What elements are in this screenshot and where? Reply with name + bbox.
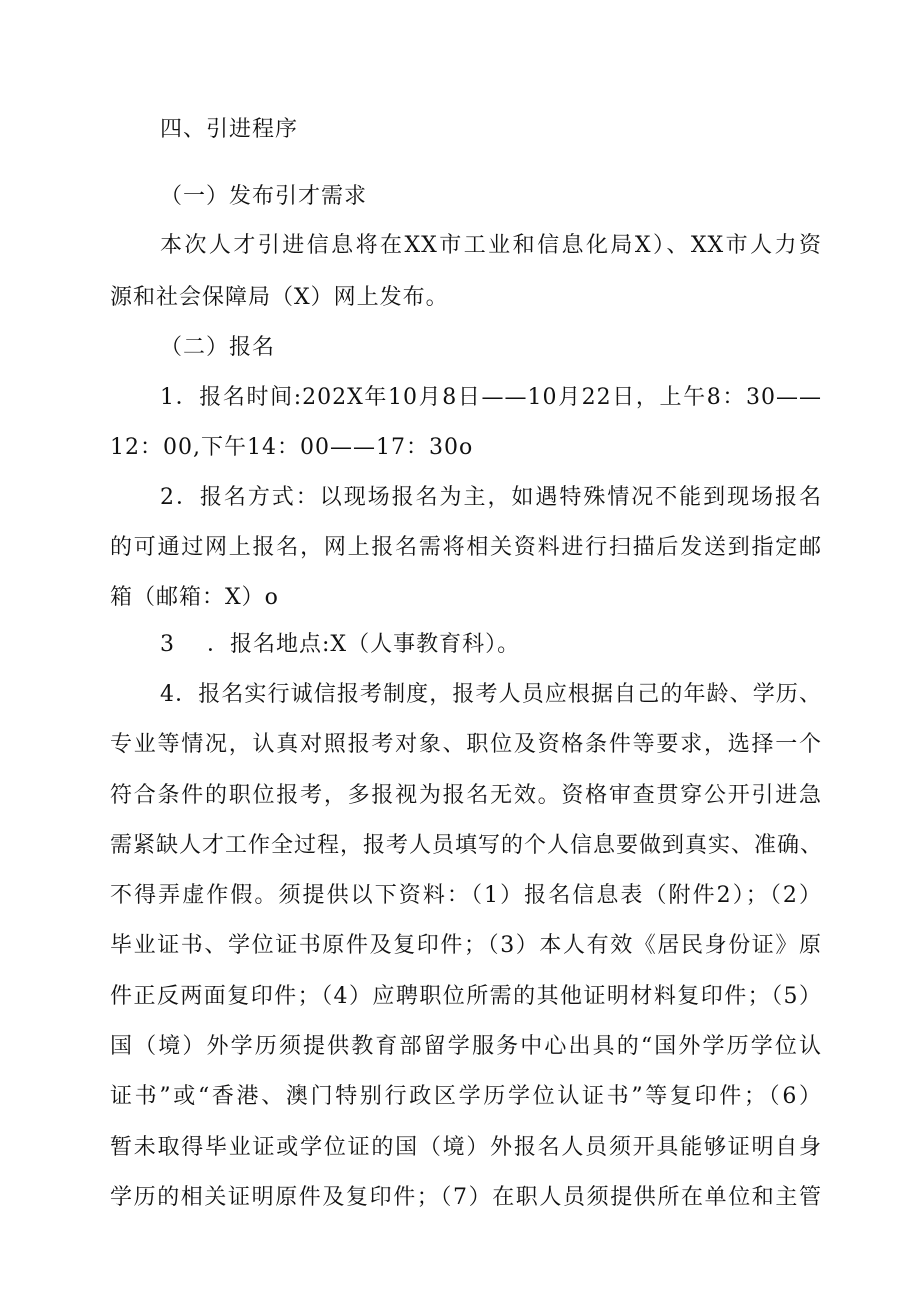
paragraph-line: 学历的相关证明原件及复印件；（7）在职人员须提供所在单位和主管 bbox=[110, 1185, 822, 1210]
paragraph-line: 源和社会保障局（X）网上发布。 bbox=[110, 285, 449, 310]
paragraph-line: 本次人才引进信息将在XX市工业和信息化局X）、XX市人力资 bbox=[160, 233, 822, 258]
paragraph-line: 12：00,下午14：00——17：30o bbox=[110, 435, 474, 460]
item-3-text: ．报名地点:X（人事教育科）。 bbox=[207, 632, 521, 657]
paragraph-line: 国（境）外学历须提供教育部留学服务中心出具的“国外学历学位认 bbox=[110, 1034, 822, 1059]
paragraph-line: 件正反两面复印件；（4）应聘职位所需的其他证明材料复印件；（5） bbox=[110, 984, 822, 1009]
paragraph-line: 需紧缺人才工作全过程，报考人员填写的个人信息要做到真实、准确、 bbox=[110, 833, 824, 858]
paragraph-line: 毕业证书、学位证书原件及复印件；（3）本人有效《居民身份证》原 bbox=[110, 933, 822, 958]
paragraph-line: 4．报名实行诚信报考制度，报考人员应根据自己的年龄、学历、 bbox=[160, 682, 822, 707]
paragraph-line: 证书”或“香港、澳门特别行政区学历学位认证书”等复印件；（6） bbox=[110, 1084, 822, 1109]
paragraph-line: 2．报名方式：以现场报名为主，如遇特殊情况不能到现场报名 bbox=[160, 485, 822, 510]
subsection-1-title: （一）发布引才需求 bbox=[160, 184, 368, 209]
paragraph-line: 不得弄虚作假。须提供以下资料：（1）报名信息表（附件2）；（2） bbox=[110, 883, 822, 908]
paragraph-line: 1．报名时间:202X年10月8日——10月22日，上午8：30—— bbox=[160, 385, 822, 410]
item-3-number: 3 bbox=[160, 632, 175, 657]
paragraph-line: 箱（邮箱：X）o bbox=[110, 585, 279, 610]
subsection-2-title: （二）报名 bbox=[160, 335, 276, 360]
paragraph-line: 暂未取得毕业证或学位证的国（境）外报名人员须开具能够证明自身 bbox=[110, 1135, 822, 1160]
paragraph-line: 的可通过网上报名，网上报名需将相关资料进行扫描后发送到指定邮 bbox=[110, 535, 822, 560]
paragraph-line: 专业等情况，认真对照报考对象、职位及资格条件等要求，选择一个 bbox=[110, 732, 822, 757]
paragraph-line: 符合条件的职位报考，多报视为报名无效。资格审查贯穿公开引进急 bbox=[110, 783, 822, 808]
section-heading: 四、引进程序 bbox=[160, 117, 299, 142]
